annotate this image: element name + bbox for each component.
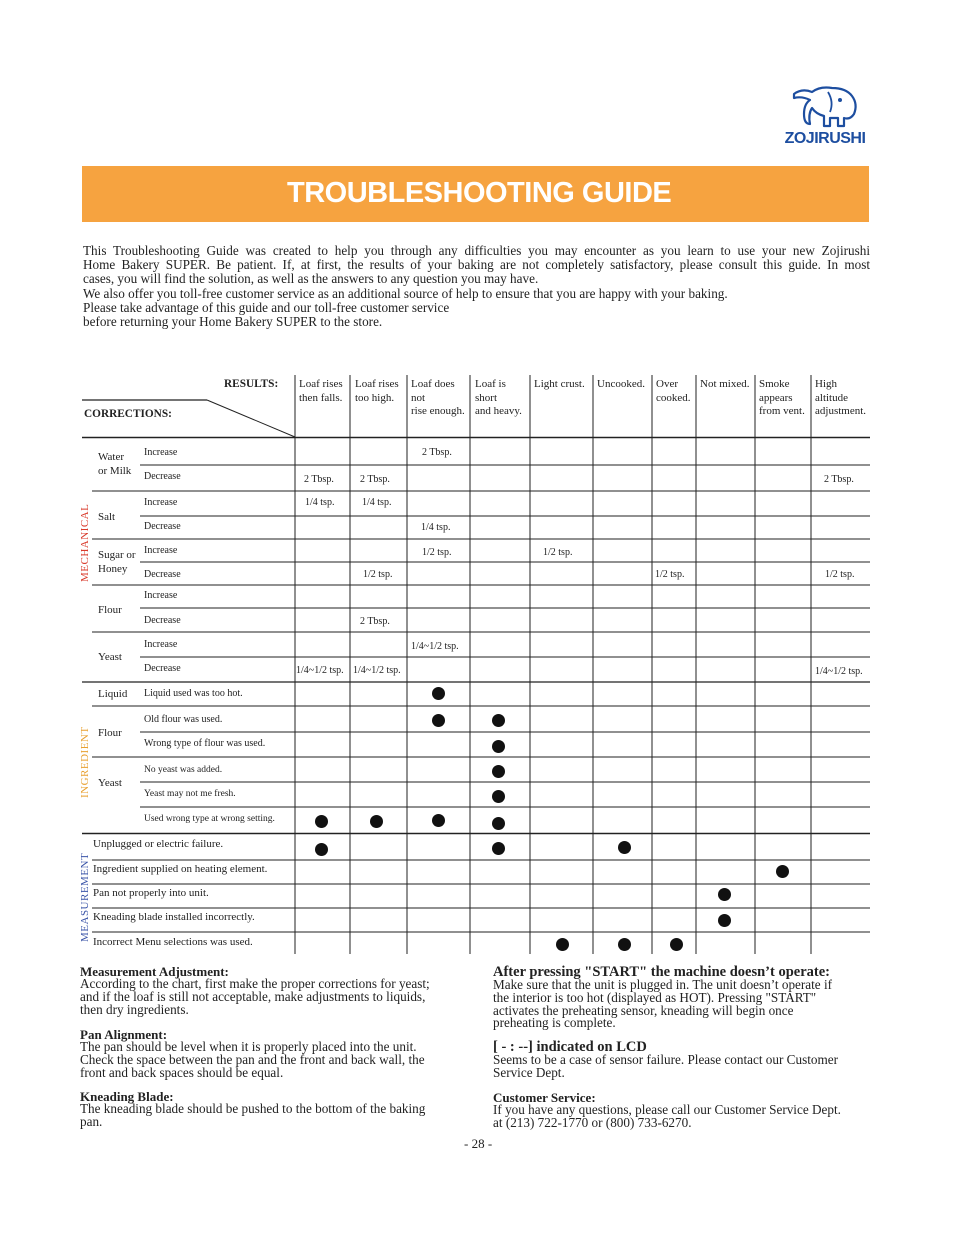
group-label-measurement: MEASUREMENT: [79, 852, 91, 942]
row-label-unplugged: Unplugged or electric failure.: [93, 838, 224, 850]
row-label-increase: Increase: [144, 545, 178, 556]
dot-marker: [315, 843, 328, 856]
zojirushi-logo: [778, 84, 872, 150]
cell-value: 1/4~1/2 tsp.: [296, 665, 344, 676]
row-label-wrong-flour: Wrong type of flour was used.: [144, 738, 266, 749]
logo-brand-text: ZOJIRUSHI: [784, 130, 866, 147]
dot-marker: [432, 814, 445, 827]
row-label-yeast-fresh: Yeast may not me fresh.: [144, 789, 236, 799]
intro-line: before returning your Home Bakery SUPER to the store.: [83, 314, 383, 330]
row-label-old-flour: Old flour was used.: [144, 714, 223, 725]
row-label-no-yeast: No yeast was added.: [144, 765, 223, 775]
intro-line: Home Bakery SUPER. Be patient. If, at first, the results of your baking are not completely satisfactory, please consult this guide. In most: [83, 257, 870, 273]
dot-marker: [492, 714, 505, 727]
col-header-rises-falls: Loaf rises then falls.: [299, 378, 343, 404]
corrections-label: CORRECTIONS:: [84, 408, 172, 420]
group-label-ingredient: INGREDIENT: [79, 726, 91, 798]
dot-marker: [718, 888, 731, 901]
section-title-measurement-adjustment: Measurement Adjustment:: [80, 964, 229, 979]
col-header-uncooked: Uncooked.: [597, 378, 645, 390]
intro-line: cases, you will find the solution, as well as the answers to any question you may have.: [83, 271, 539, 287]
row-label-decrease: Decrease: [144, 569, 181, 580]
section-body-after-start: Make sure that the unit is plugged in. The unit doesn’t operate if the interior is too hot (displayed as HOT). Pressing "START" activates the preheating sensor, kneading will begin once preheating is complete.: [493, 977, 833, 1031]
dot-marker: [370, 815, 383, 828]
dot-marker: [776, 865, 789, 878]
category-yeast: Yeast: [98, 651, 122, 663]
dot-marker: [492, 790, 505, 803]
section-title-kneading-blade: Kneading Blade:: [80, 1089, 174, 1104]
category-salt: Salt: [98, 511, 116, 523]
cell-value: 1/4 tsp.: [421, 522, 451, 533]
intro-line: This Troubleshooting Guide was created to help you through any difficulties you may encounter as you learn to use your new Zojirushi: [83, 243, 870, 258]
cell-value: 1/2 tsp.: [543, 547, 573, 558]
cell-value: 1/4~1/2 tsp.: [411, 641, 459, 652]
cell-value: 1/4~1/2 tsp.: [815, 666, 863, 677]
elephant-icon: [790, 84, 860, 130]
col-header-over-cooked: Over cooked.: [656, 378, 691, 404]
results-label: RESULTS:: [224, 378, 279, 390]
col-header-short-heavy: Loaf is short and heavy.: [475, 378, 522, 417]
category-flour: Flour: [98, 604, 122, 616]
row-label-decrease: Decrease: [144, 521, 181, 532]
section-body-pan-alignment: The pan should be level when it is properly placed into the unit. Check the space between the pan and the front and back wall, the front and back spaces should be equal.: [80, 1039, 425, 1080]
dot-marker: [718, 914, 731, 927]
cell-value: 2 Tbsp.: [360, 474, 390, 485]
col-header-rises-high: Loaf rises too high.: [355, 378, 399, 404]
section-body-kneading-blade: The kneading blade should be pushed to the bottom of the baking pan.: [80, 1101, 426, 1129]
page-number: - 28 -: [464, 1136, 493, 1151]
intro-paragraph: [83, 244, 870, 329]
col-header-not-mixed: Not mixed.: [700, 378, 750, 390]
cell-value: 1/2 tsp.: [422, 547, 452, 558]
section-title-lcd: [ - : --] indicated on LCD: [493, 1039, 647, 1055]
cell-value: 1/2 tsp.: [655, 569, 685, 580]
row-label-increase: Increase: [144, 497, 178, 508]
dot-marker: [492, 765, 505, 778]
category-sugar-honey: Sugar or Honey: [98, 549, 136, 575]
row-label-increase: Increase: [144, 447, 178, 458]
section-title-customer-service: Customer Service:: [493, 1090, 596, 1105]
section-body-measurement-adjustment: According to the chart, first make the proper corrections for yeast; and if the loaf is still not acceptable, make adjustments to liquids, then dry ingredients.: [80, 976, 430, 1017]
dot-marker: [618, 841, 631, 854]
category-flour-ingredient: Flour: [98, 727, 122, 739]
row-label-increase: Increase: [144, 639, 178, 650]
dot-marker: [315, 815, 328, 828]
category-water-milk: Water or Milk: [98, 451, 132, 477]
section-title-after-start: After pressing "START" the machine doesn’t operate:: [493, 964, 830, 980]
col-header-not-rise: Loaf does not rise enough.: [411, 378, 465, 417]
cell-value: 2 Tbsp.: [422, 447, 452, 458]
intro-line: Please take advantage of this guide and our toll-free customer service: [83, 299, 450, 315]
dot-marker: [492, 740, 505, 753]
category-yeast-ingredient: Yeast: [98, 777, 122, 789]
dot-marker: [618, 938, 631, 951]
intro-line: We also offer you toll-free customer service as an additional source of help to ensure that you are happy with your baking.: [83, 285, 728, 301]
row-label-increase: Increase: [144, 590, 178, 601]
row-label-decrease: Decrease: [144, 471, 181, 482]
dot-marker: [556, 938, 569, 951]
row-label-menu-incorrect: Incorrect Menu selections was used.: [93, 936, 253, 948]
col-header-high-altitude: High altitude adjustment.: [815, 378, 867, 417]
dot-marker: [670, 938, 683, 951]
row-label-ingredient-heating: Ingredient supplied on heating element.: [93, 863, 268, 875]
row-label-kneading-incorrect: Kneading blade installed incorrectly.: [93, 911, 255, 923]
row-label-decrease: Decrease: [144, 663, 181, 674]
cell-value: 1/2 tsp.: [363, 569, 393, 580]
title-banner: [82, 166, 869, 222]
cell-value: 1/4~1/2 tsp.: [353, 665, 401, 676]
cell-value: 1/4 tsp.: [362, 497, 392, 508]
cell-value: 1/4 tsp.: [305, 497, 335, 508]
dot-marker: [492, 817, 505, 830]
row-label-pan-not: Pan not properly into unit.: [93, 887, 209, 899]
section-body-customer-service: If you have any questions, please call our Customer Service Dept. at (213) 722-1770 or (800) 733-6270.: [493, 1102, 841, 1130]
section-body-lcd: Seems to be a case of sensor failure. Please contact our Customer Service Dept.: [493, 1052, 838, 1080]
dot-marker: [432, 687, 445, 700]
group-label-mechanical: MECHANICAL: [79, 503, 91, 582]
dot-marker: [492, 842, 505, 855]
section-title-pan-alignment: Pan Alignment:: [80, 1027, 168, 1042]
row-label-decrease: Decrease: [144, 615, 181, 626]
dot-marker: [432, 714, 445, 727]
page-title: TROUBLESHOOTING GUIDE: [287, 177, 672, 209]
cell-value: 2 Tbsp.: [304, 474, 334, 485]
row-label-yeast-wrong: Used wrong type at wrong setting.: [144, 814, 275, 824]
category-liquid: Liquid: [98, 688, 128, 700]
col-header-light-crust: Light crust.: [534, 378, 585, 390]
cell-value: 2 Tbsp.: [360, 616, 390, 627]
row-label-liquid-hot: Liquid used was too hot.: [144, 688, 243, 699]
cell-value: 1/2 tsp.: [825, 569, 855, 580]
cell-value: 2 Tbsp.: [824, 474, 854, 485]
col-header-smoke: Smoke appears from vent.: [759, 378, 805, 417]
